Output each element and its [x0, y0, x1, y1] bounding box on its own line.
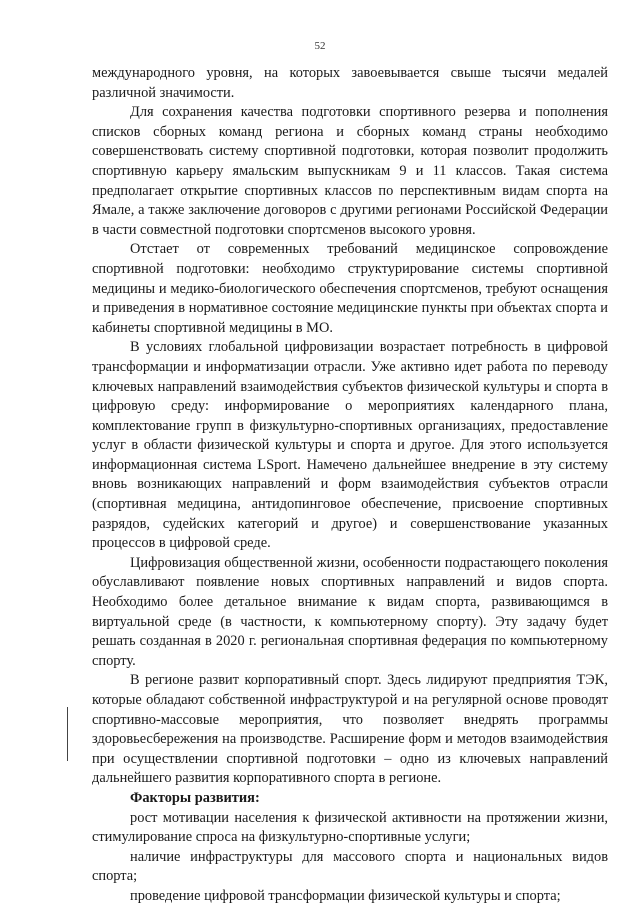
paragraph-corporate-sport: В регионе развит корпоративный спорт. Здесь лидируют предприятия ТЭК, которые обладают собственной инфраструктурой и на регулярной основе проводят спортивно-массовые мероприятия, что позволяет внедрять программы здоровьесбережения на производстве. Расширение форм и методов взаимодействия при осуществлении спортивной подготовки – одно из ключевых направлений дальнейшего развития корпоративного спорта в регионе.: [92, 672, 608, 787]
margin-line-mark: [67, 707, 68, 761]
factor-item: проведение цифровой трансформации физической культуры и спорта;: [130, 887, 561, 904]
page-number: 52: [314, 40, 326, 52]
paragraph-esports: Цифровизация общественной жизни, особенности подрастающего поколения обуславливают появление новых спортивных направлений и видов спорта. Необходимо более детальное внимание к видам спорта, развивающимся в виртуальной среде (в частности, к компьютерному спорту). Эту задачу будет решать созданная в 2020 г. региональная спортивная федерация по компьютерному спорту.: [92, 554, 608, 669]
paragraph-digitalization: В условиях глобальной цифровизации возрастает потребность в цифровой трансформации и информатизации отрасли. Уже активно идет работа по переводу ключевых направлений взаимодействия субъектов физической культуры и спорта в цифровую среду: информирование о мероприятиях календарного плана, комплектование групп в физкультурно-спортивных организациях, предоставление услуг в области физической культуры и спорта и другое. Для этого используется информационная система LSport. Намечено дальнейшее внедрение в эту систему вновь возникающих направлений и форм взаимодействия субъектов отрасли (спортивная медицина, антидопинговое обеспечение, присвоение спортивных разрядов, судейских категорий и другое) и совершенствование указанных процессов в цифровой среде.: [92, 339, 608, 552]
paragraph-continuation: международного уровня, на которых завоевывается свыше тысячи медалей различной значимости.: [92, 65, 608, 101]
paragraph-medical-support: Отстает от современных требований медицинское сопровождение спортивной подготовки: необходимо структурирование системы спортивной медицины и медико-биологического обеспечения спортсменов, требуют оснащения и приведения в нормативное состояние медицинские пункты при объектах спорта и кабинеты спортивной медицины в МО.: [92, 241, 608, 336]
section-heading-factors: Факторы развития:: [130, 789, 260, 806]
document-body: [92, 64, 608, 907]
factor-item: наличие инфраструктуры для массового спорта и национальных видов спорта;: [92, 848, 608, 885]
factor-item: рост мотивации населения к физической активности на протяжении жизни, стимулирование спроса на физкультурно-спортивные услуги;: [92, 809, 608, 846]
paragraph-sports-reserve: Для сохранения качества подготовки спортивного резерва и пополнения списков сборных команд региона и сборных команд страны необходимо совершенствовать систему спортивной подготовки, которая позволит продолжить спортивную карьеру ямальским выпускникам 9 и 11 классов. Такая система предполагает открытие спортивных классов по перспективным видам спорта на Ямале, а также заключение договоров с другими регионами Российской Федерации в части совместной подготовки спортсменов высокого уровня.: [92, 104, 608, 238]
